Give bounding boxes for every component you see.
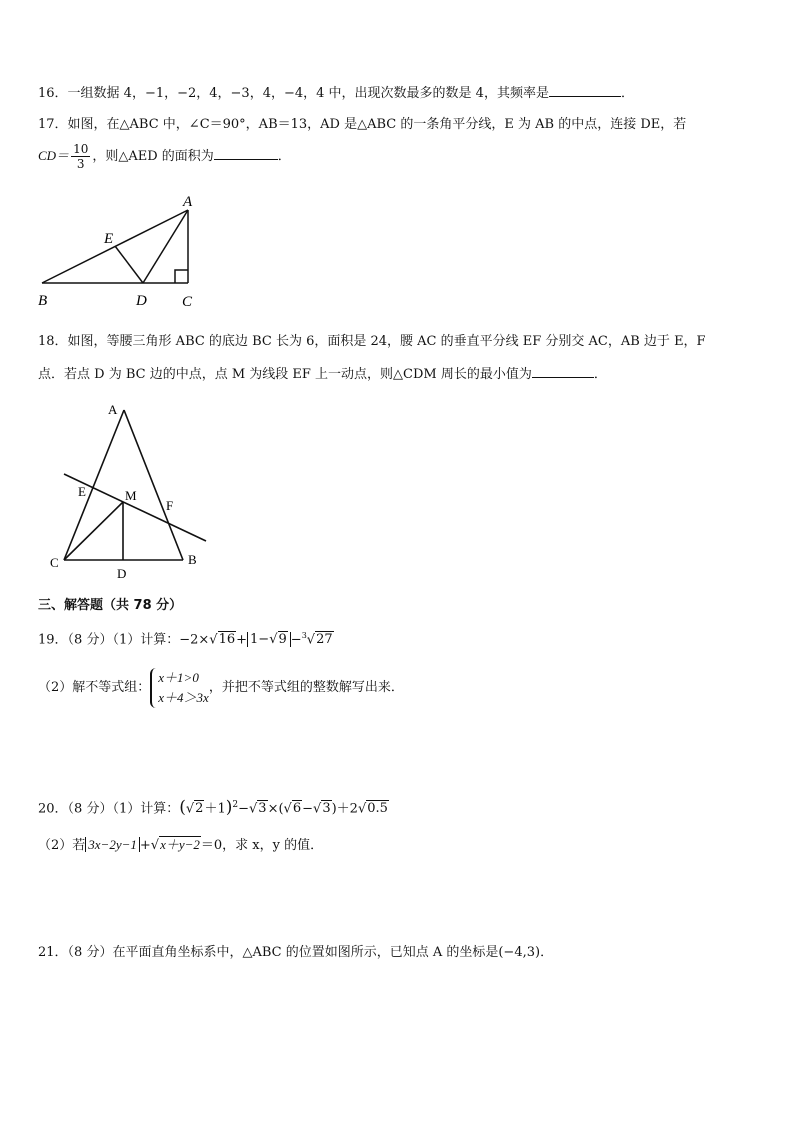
answer-blank-17[interactable] xyxy=(214,147,278,160)
right-angle-mark xyxy=(175,270,188,283)
question-18-line2: 点．若点 D 为 BC 边的中点，点 M 为线段 EF 上一动点，则△CDM 周长的最小值为 ． xyxy=(38,367,607,382)
label-a: A xyxy=(183,194,193,210)
segment-ac xyxy=(64,410,124,560)
question-20-part2: （2）若 3x−2y−1 +√x＋y−2＝0，求 x，y 的值． xyxy=(38,837,324,853)
segment-ed xyxy=(115,246,143,283)
label-b: B xyxy=(38,293,48,309)
question-17-line2: CD＝ $\frac{10}{3}$ ，则△AED 的面积为 ． xyxy=(38,142,291,171)
question-20-part1: 20．（8 分）（1）计算：$(√2+1)^2-√3\times(√6-√3)+2√0.5$ xyxy=(38,797,388,818)
label-c: C xyxy=(182,294,193,310)
label-d: D xyxy=(136,293,147,309)
label-e: E xyxy=(78,484,86,499)
question-16: 16．一组数据 4，−1，−2，4，−3，4，−4，4 中，出现次数最多的数是 4，其频率是 ． xyxy=(38,86,634,101)
absolute-value: 1−√9 xyxy=(247,632,291,647)
question-19-part2: （2）解不等式组： x＋1>0 x＋4＞3x ，并把不等式组的整数解写出来． xyxy=(38,668,404,708)
segment-cm xyxy=(64,502,123,560)
question-18-line1 xyxy=(38,333,706,351)
question-21-text: 21．（8 分）在平面直角坐标系中，△ABC 的位置如图所示，已知点 A 的坐标是(−4,3)． xyxy=(38,945,554,960)
question-17-text: 17．如图，在△ABC 中，∠C＝90°，AB＝13，AD 是△ABC 的一条角平分线，E 为 AB 的中点，连接 DE，若 xyxy=(38,117,687,132)
question-16-text: 16．一组数据 4，−1，−2，4，−3，4，−4，4 中，出现次数最多的数是 4，其频率是 xyxy=(38,86,549,101)
label-f: F xyxy=(166,498,174,513)
question-17-line1 xyxy=(38,116,686,134)
label-a: A xyxy=(108,402,118,417)
figure-q17-triangle xyxy=(30,188,210,313)
fraction-10-3: $\frac{10}{3}$ xyxy=(73,142,89,171)
label-c: C xyxy=(50,555,59,570)
answer-blank-18[interactable] xyxy=(532,365,594,378)
section-3-heading: 三、解答题（共 78 分） xyxy=(38,598,183,613)
inequality-system: x＋1>0 x＋4＞3x xyxy=(150,668,209,708)
label-e: E xyxy=(104,231,114,247)
label-d: D xyxy=(117,566,127,581)
segment-ab xyxy=(124,410,183,560)
figure-q18-isosceles-triangle xyxy=(40,398,220,583)
label-b: B xyxy=(188,552,197,567)
answer-blank-16[interactable] xyxy=(549,84,621,97)
question-19-part1: 19．（8 分）（1）计算：−2×√16+ 1−√9 −$^3$√27 xyxy=(38,631,333,648)
question-21 xyxy=(38,944,553,962)
question-18-text: 18．如图，等腰三角形 ABC 的底边 BC 长为 6，面积是 24，腰 AC 的垂直平分线 EF 分别交 AC，AB 边于 E，F xyxy=(38,334,706,349)
label-m: M xyxy=(125,488,137,503)
